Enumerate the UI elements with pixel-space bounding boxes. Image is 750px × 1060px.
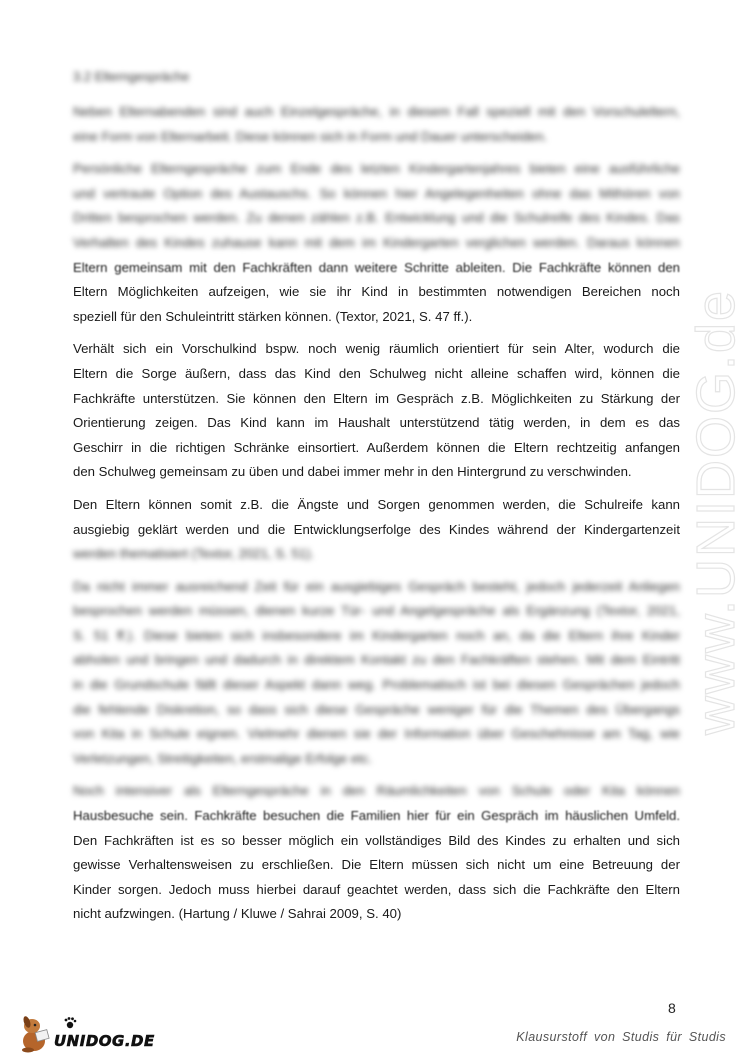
section-heading: 3.2 Elterngespräche [73,69,190,84]
text-line: nicht aufzwingen. (Hartung / Kluwe / Sahrai 2009, S. 40) [73,906,402,922]
text-line: Eltern Möglichkeiten aufzeigen, wie sie ihr Kind in bestimmten notwendigen Bereichen noch [73,284,680,300]
paragraph-door-talks [73,575,680,772]
text-line: S. 51 ff.). Diese bieten sich insbesondere im Kindergarten noch an, da die Eltern ihre Kinder [73,627,680,643]
text-line: werden thematisiert (Textor, 2021, S. 51). [73,546,315,562]
text-line: speziell für den Schuleintritt stärken können. (Textor, 2021, S. 47 ff.). [73,308,473,324]
text-line: gewisse Verhaltensweisen zu erschließen. Die Eltern müssen sich nicht um eine Betreuung der [73,857,680,873]
dog-mascot-icon [22,1015,49,1052]
text-line: Persönliche Elterngespräche zum Ende des letzten Kindergartenjahres bieten eine ausführliche [73,161,680,177]
text-line: Orientierung zeigen. Das Kind kann im Haushalt unterstützend tätig werden, in dem es das [73,415,680,431]
text-line: Fachkräfte unterstützen. Sie können den Eltern im Gespräch z.B. Möglichkeiten zu Stärkung der [73,390,680,406]
unidog-logo [18,1013,158,1053]
text-line: Eltern die Sorge äußern, dass das Kind den Schulweg nicht alleine schaffen wird, können die [73,365,680,381]
text-line-partial: Hausbesuche sein. Fachkräfte besuchen die Familien hier für ein Gespräch im häuslichen Umfeld. [73,808,680,824]
paragraph-home-visits [73,779,680,927]
text-line: Den Fachkräften ist es so besser möglich ein vollständiges Bild des Kindes zu erhalten und sich [73,832,680,848]
text-line: Den Eltern können somit z.B. die Ängste und Sorgen genommen werden, die Schulreife kann [73,496,680,512]
text-line: abholen und bringen und dadurch in direktem Kontakt zu den Fachkräften stehen. Mit dem Eintritt [73,652,680,668]
text-line: die fehlende Diskretion, so dass sich diese Gespräche weniger für die Themen des Übergangs [73,701,680,717]
footer-tagline: Klausurstoff von Studis für Studis [516,1030,726,1044]
watermark-text: www.UNIDOG.de [688,288,746,735]
paragraph-intro [73,100,680,149]
text-line: den Schulweg gemeinsam zu üben und dabei immer mehr in den Hintergrund zu verschwinden. [73,464,632,480]
document-page [73,68,680,935]
text-line: ausgiebig geklärt werden und die Entwicklungserfolge des Kindes während der Kindergartenzeit [73,521,680,537]
text-line: eine Form von Elternarbeit. Diese können sich in Form und Dauer unterscheiden. [73,128,548,144]
text-line: Da nicht immer ausreichend Zeit für ein ausgiebiges Gespräch besteht, jedoch jederzeit Anliegen [73,578,680,594]
text-line: in die Grundschule fällt dieser Aspekt dann weg. Problematisch ist bei diesen Gesprächen jedoch [73,677,680,693]
text-line: Neben Elternabenden sind auch Einzelgespräche, in diesem Fall speziell mit den Vorschuleltern, [73,104,680,119]
text-line: und vertraute Option des Austauschs. So können hier Angelegenheiten ohne das Mithören von [73,185,680,201]
text-line: Dritten besprochen werden. Zu denen zählen z.B. Entwicklung und die Schulreife des Kindes. Das [73,210,680,226]
paw-icon [65,1017,77,1028]
text-line: Verhält sich ein Vorschulkind bspw. noch wenig räumlich orientiert für sein Alter, wodurch die [73,341,680,357]
text-line-partial: Eltern gemeinsam mit den Fachkräften dann weitere Schritte ableiten. Die Fachkräfte können den [73,259,680,275]
text-line: Verletzungen, Streitigkeiten, erstmalige Erfolge etc. [73,750,373,766]
text-line: Geschirr in die richtigen Schränke einsortiert. Außerdem können die Eltern rechtzeitig anfangen [73,439,680,455]
page-number: 8 [668,1000,676,1016]
text-line: Verhalten des Kindes zuhause kann mit dem im Kindergarten verglichen werden. Daraus können [73,234,680,250]
paragraph-fears [73,493,680,567]
text-line: besprochen werden müssen, dienen kurze Tür- und Angelgespräche als Ergänzung (Textor, 2021, [73,603,680,619]
paragraph-orientation [73,337,680,485]
text-line: von Kita in Schule eignen. Vielmehr dienen sie der Information über Geschehnisse am Tag, wie [73,726,680,742]
text-line: Kinder sorgen. Jedoch muss hierbei darauf geachtet werden, dass sich die Fachkräfte den Eltern [73,881,680,897]
logo-text: UNIDOG.DE [54,1032,155,1050]
watermark [688,270,748,740]
paragraph-personal-talks [73,157,680,329]
text-line: Noch intensiver als Elterngespräche in den Räumlichkeiten von Schule oder Kita können [73,783,680,799]
